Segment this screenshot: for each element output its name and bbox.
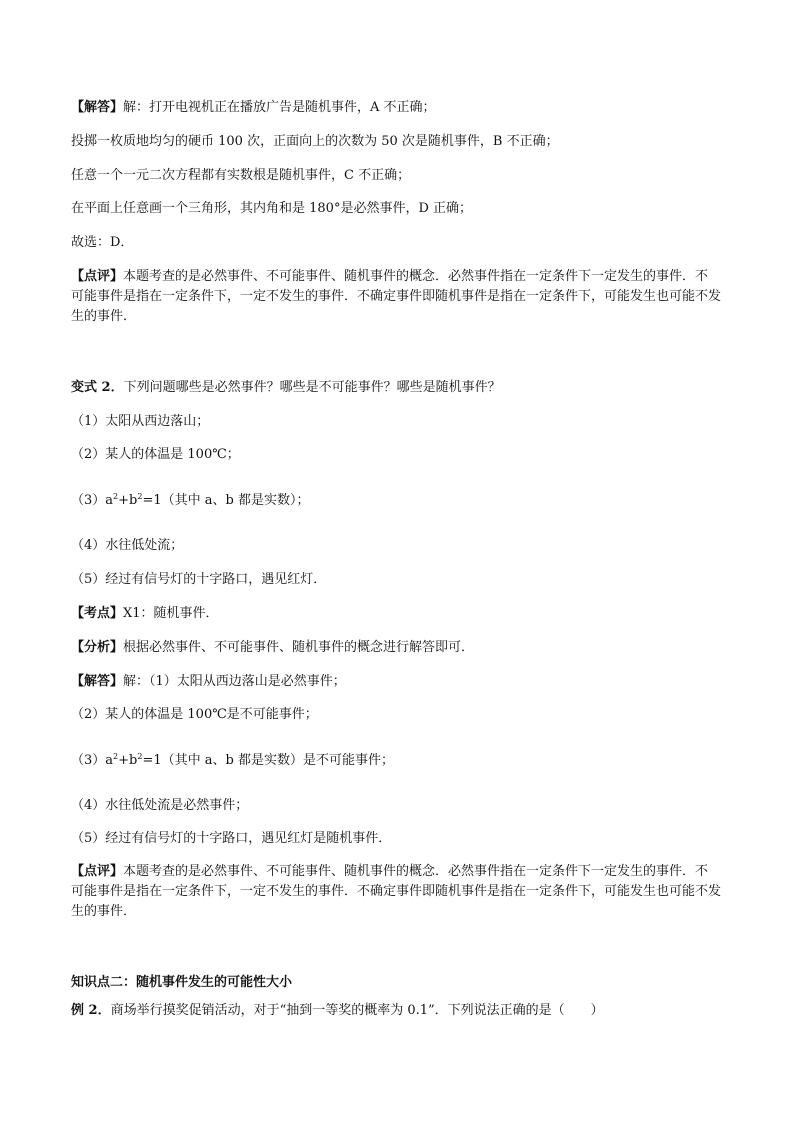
question-item-2: （2）某人的体温是 100℃； — [71, 447, 240, 462]
jieda-3-part-a: （3）a — [71, 753, 114, 768]
jieda-line-3 — [71, 752, 394, 769]
comment-text-2: 本题考查的是必然事件、不可能事件、随机事件的概念．必然事件指在一定条件下一定发生的事件．不可能事件是指在一定条件下，一定不发生的事件．不确定事件即随机事件是指在一定条件下，可能发生也可能不发生的事件． — [71, 864, 722, 919]
example-2-line — [71, 1002, 604, 1019]
fenxi-text: 根据必然事件、不可能事件、随机事件的概念进行解答即可． — [123, 640, 475, 655]
kaodian-tag: 【考点】 — [71, 606, 124, 621]
example-2-text: 商场举行摸奖促销活动，对于“抽到一等奖的概率为 0.1”．下列说法正确的是（ ） — [110, 1003, 604, 1018]
fenxi-line — [71, 639, 474, 656]
jieda-text-1: 解：（1）太阳从西边落山是必然事件； — [123, 674, 346, 689]
answer-tag: 【解答】 — [71, 100, 124, 115]
jieda-line-2: （2）某人的体温是 100℃是不可能事件； — [71, 707, 318, 722]
answer-line-1 — [71, 99, 436, 116]
knowledge-point-2-heading: 知识点二：随机事件发生的可能性大小 — [71, 975, 293, 990]
comment-tag-2: 【点评】 — [71, 864, 124, 879]
answer-text: 解：打开电视机正在播放广告是随机事件，A 不正确； — [123, 100, 436, 115]
item-3-part-b: +b — [118, 493, 138, 508]
item-3-part-c: =1（其中 a、b 都是实数）； — [142, 493, 310, 508]
jieda-line-5: （5）经过有信号灯的十字路口，遇见红灯是随机事件． — [71, 831, 392, 846]
jieda-line-1 — [71, 673, 346, 690]
question-item-4: （4）水往低处流； — [71, 538, 184, 553]
answer-line-2: 投掷一枚质地均匀的硬币 100 次，正面向上的次数为 50 次是随机事件，B 不正确； — [71, 134, 559, 149]
question-item-3 — [71, 492, 309, 509]
question-item-1: （1）太阳从西边落山； — [71, 414, 210, 429]
answer-line-4: 在平面上任意画一个三角形，其内角和是 180°是必然事件，D 正确； — [71, 201, 473, 216]
answer-line-5: 故选：D． — [71, 235, 134, 250]
comment-paragraph-1 — [71, 267, 721, 327]
answer-line-3: 任意一个一元二次方程都有实数根是随机事件，C 不正确； — [71, 168, 411, 183]
jieda-3-part-b: +b — [118, 753, 138, 768]
variant-2-heading — [71, 379, 501, 396]
variant-2-title: 变式 2． — [71, 380, 124, 395]
superscript: 2 — [137, 752, 143, 761]
kaodian-text: X1：随机事件． — [123, 606, 219, 621]
example-2-title: 例 2． — [71, 1003, 111, 1018]
comment-text: 本题考查的是必然事件、不可能事件、随机事件的概念．必然事件指在一定条件下一定发生的事件．不可能事件是指在一定条件下，一定不发生的事件．不确定事件即随机事件是指在一定条件下，可能发生也可能不发生的事件． — [71, 269, 722, 324]
item-3-part-a: （3）a — [71, 493, 114, 508]
variant-2-question: 下列问题哪些是必然事件？哪些是不可能事件？哪些是随机事件？ — [123, 380, 501, 395]
superscript: 2 — [137, 492, 143, 501]
jieda-3-part-c: =1（其中 a、b 都是实数）是不可能事件； — [142, 753, 394, 768]
comment-paragraph-2 — [71, 862, 721, 922]
fenxi-tag: 【分析】 — [71, 640, 124, 655]
jieda-tag: 【解答】 — [71, 674, 124, 689]
superscript: 2 — [113, 752, 119, 761]
superscript: 2 — [113, 492, 119, 501]
question-item-5: （5）经过有信号灯的十字路口，遇见红灯． — [71, 572, 327, 587]
kaodian-line — [71, 605, 219, 622]
jieda-line-4: （4）水往低处流是必然事件； — [71, 798, 249, 813]
comment-tag: 【点评】 — [71, 269, 124, 284]
